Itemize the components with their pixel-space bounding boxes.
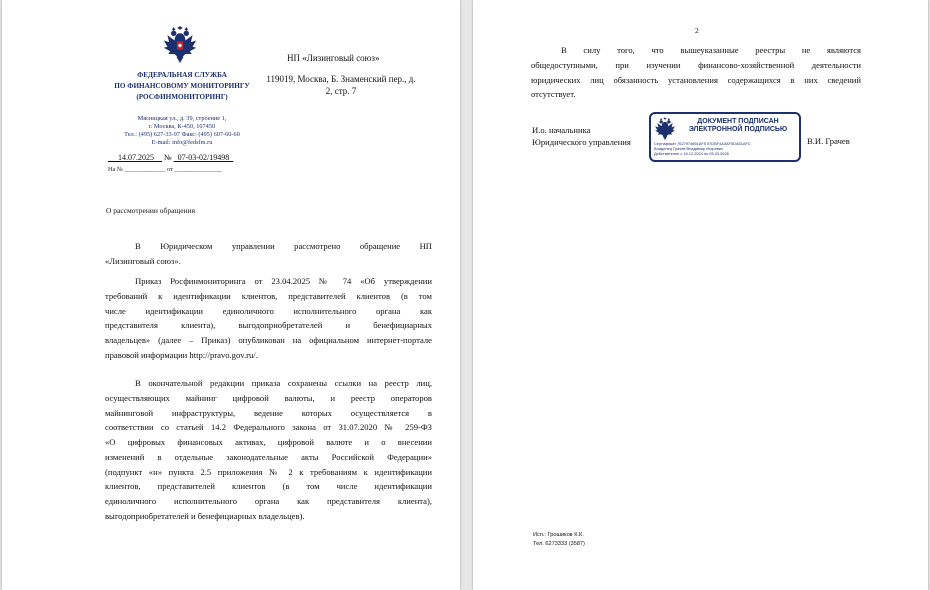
executor-line: Исп.: Грошиков К.К. xyxy=(533,532,584,538)
text-line: майнинговой инфраструктуры, ведение которых осуществляется в xyxy=(105,407,432,418)
stamp-certificate-details xyxy=(654,141,798,157)
addressee-name: НП «Лизинговый союз» xyxy=(287,53,380,63)
text-line: В Юридическом управлении рассмотрено обращение НП xyxy=(135,241,432,251)
paragraph-1 xyxy=(105,239,432,269)
double-headed-eagle-emblem-icon xyxy=(162,26,198,64)
letter-subject: О рассмотрении обращения xyxy=(106,206,196,215)
org-address-line: Мясницкая ул., д. 39, строение 1, xyxy=(137,115,227,122)
org-name-line: (РОСФИНМОНИТОРИНГ) xyxy=(136,93,228,101)
document-page-2 xyxy=(473,0,928,590)
stamp-title-line: ЭЛЕКТРОННОЙ ПОДПИСЬЮ xyxy=(688,126,788,133)
sender-organization-name xyxy=(98,70,266,103)
paragraph-3 xyxy=(105,376,432,524)
document-number: 07-03-02/19498 xyxy=(177,153,230,162)
stamp-detail-line: Владелец Грачев Владимир Игоревич xyxy=(654,146,723,152)
text-line: выгодоприобретателей и бенефициарных владельцев). xyxy=(105,510,305,521)
signer-name: В.И. Грачев xyxy=(807,136,850,146)
org-name-line: ПО ФИНАНСОВОМУ МОНИТОРИНГУ xyxy=(114,82,250,90)
addressee-address-line: 2, стр. 7 xyxy=(325,86,357,96)
electronic-signature-stamp xyxy=(649,112,801,162)
text-line: юридических лиц обязанность установления содержащихся в них сведений xyxy=(531,74,861,85)
text-line: «О цифровых финансовых активах, цифровой валюте и о внесении xyxy=(105,437,432,447)
document-date: 14.07.2025 xyxy=(118,153,154,162)
double-headed-eagle-emblem-icon xyxy=(654,117,676,141)
text-line: общедоступными, при изучении финансово-хозяйственной деятельности xyxy=(531,59,861,70)
document-page-1 xyxy=(2,0,460,590)
org-address-line: Тел.: (495) 627-33-97 Факс: (495) 607-60-60 xyxy=(124,131,240,138)
stamp-title xyxy=(677,118,799,134)
text-line: числе идентификации единоличного исполнительного органа как xyxy=(105,305,432,316)
text-line: осуществляющих майнинг цифровой валюты, и реестр операторов xyxy=(105,392,432,403)
text-line: «Лизинговый союз». xyxy=(105,255,181,266)
addressee-address xyxy=(256,73,426,97)
addressee-address-line: 119019, Москва, Б. Знаменский пер., д. xyxy=(266,74,416,84)
text-line: В силу того, что вышеуказанные реестры не являются xyxy=(561,45,861,55)
text-line: изменений в отдельные законодательные акты Российской Федерации» xyxy=(105,451,432,462)
stamp-detail-line: Сертификат 7627974691AF5 07DBF4A3AF5DA51AFC xyxy=(654,141,751,146)
signer-title-line: Юридического управления xyxy=(532,137,631,147)
text-line: отсутствует. xyxy=(531,89,576,100)
stamp-detail-line: Действителен с 16.12.2024 по 05.03.2026 xyxy=(654,151,729,157)
page-number: 2 xyxy=(695,26,699,35)
org-address-line: E-mail: info@fedsfm.ru xyxy=(151,139,213,146)
stamp-title-line: ДОКУМЕНТ ПОДПИСАН xyxy=(697,118,779,125)
text-line: Приказ Росфинмониторинга от 23.04.2025 № 74 «Об утверждении xyxy=(135,276,432,286)
reference-line: На № _____________ от _______________ xyxy=(108,166,222,173)
signer-title xyxy=(532,124,631,148)
document-date-number xyxy=(108,153,233,162)
signer-title-line: И.о. начальника xyxy=(532,125,591,135)
text-line: требований к идентификации клиентов, представителей клиентов (в том xyxy=(105,290,432,301)
executor-info xyxy=(533,531,585,549)
org-name-line: ФЕДЕРАЛЬНАЯ СЛУЖБА xyxy=(137,71,227,79)
text-line: клиентов, представителей клиентов (в том числе идентификации xyxy=(105,481,432,492)
text-line: соответствии со статьей 14.2 Федерального закона от 31.07.2020 № 259-ФЗ xyxy=(105,422,432,433)
text-line: В окончательной редакции приказа сохранены ссылки на реестр лиц, xyxy=(135,378,432,388)
sender-address xyxy=(102,115,262,147)
text-line: владельцев» (далее – Приказ) опубликован на официальном интернет-портале xyxy=(105,335,432,345)
text-line: (подпункт «н» пункта 2.5 приложения № 2 к требованиям к идентификации xyxy=(105,466,432,477)
text-line: правовой информации http://pravo.gov.ru/. xyxy=(105,349,258,360)
text-line: представителя клиента), выгодоприобретателей и бенефициарных xyxy=(105,320,432,331)
paragraph-4 xyxy=(531,43,861,102)
org-address-line: г. Москва, К-450, 107450 xyxy=(148,123,216,130)
paragraph-2 xyxy=(105,274,432,363)
text-line: единоличного исполнительного органа как представителя клиента), xyxy=(105,496,432,506)
number-sign: № xyxy=(164,153,172,162)
executor-line: Тел. 6273333 (3587) xyxy=(533,541,585,547)
